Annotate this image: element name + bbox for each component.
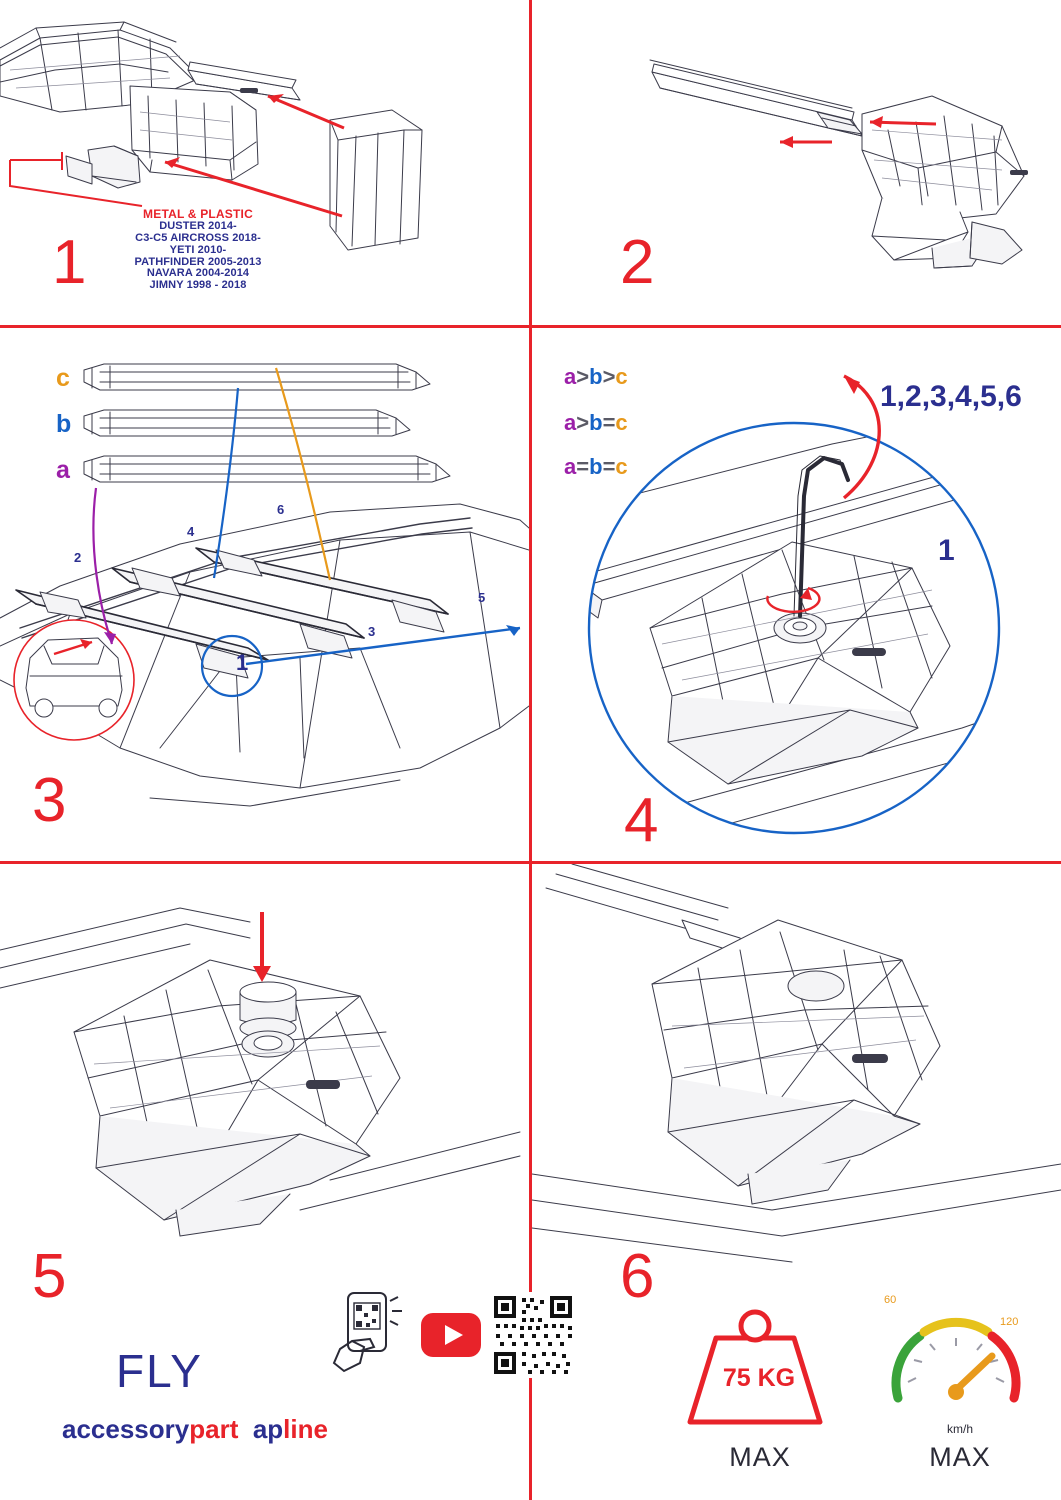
step-2-illustration bbox=[532, 0, 1061, 325]
step-number-4: 4 bbox=[624, 786, 659, 855]
callout-bubble-label-1: 1 bbox=[236, 650, 249, 675]
callout-3: 3 bbox=[368, 624, 376, 639]
panel-step-6 bbox=[532, 864, 1061, 1500]
step-number-1: 1 bbox=[52, 228, 87, 297]
brand-line: line bbox=[283, 1414, 328, 1444]
eq2-op2: = bbox=[602, 410, 616, 435]
scan-phone-icon bbox=[330, 1289, 410, 1379]
brand-accessory: accessory bbox=[62, 1414, 190, 1444]
weight-max-label: MAX bbox=[729, 1442, 791, 1472]
sequence-text: 1,2,3,4,5,6 bbox=[880, 380, 1022, 413]
eq2-a: a bbox=[564, 410, 577, 435]
eq1-op1: > bbox=[576, 364, 590, 389]
metal-plastic-heading: METAL & PLASTIC bbox=[143, 207, 253, 221]
callout-6: 6 bbox=[277, 502, 285, 517]
eq1-op2: > bbox=[602, 364, 616, 389]
brand-part: part bbox=[189, 1414, 239, 1444]
speed-tick-high: 120 bbox=[1000, 1316, 1019, 1328]
vehicle-item: JIMNY 1998 - 2018 bbox=[149, 279, 247, 292]
eq3-c: c bbox=[615, 454, 628, 479]
eq1-a: a bbox=[564, 364, 577, 389]
callout-5: 5 bbox=[478, 590, 486, 605]
step-number-6: 6 bbox=[620, 1242, 655, 1311]
vehicle-item: DUSTER 2014- bbox=[159, 219, 237, 232]
speed-max-label: MAX bbox=[929, 1442, 991, 1472]
step-6-illustration bbox=[532, 864, 1061, 1284]
vehicle-item: PATHFINDER 2005-2013 bbox=[134, 255, 262, 268]
eq2-op1: > bbox=[576, 410, 590, 435]
callout-2: 2 bbox=[74, 550, 82, 565]
speed-limit-icon bbox=[876, 1294, 1036, 1434]
speed-tick-low: 60 bbox=[884, 1294, 897, 1306]
youtube-icon[interactable] bbox=[420, 1312, 482, 1358]
bar-label-c: c bbox=[56, 364, 70, 392]
step-number-5: 5 bbox=[32, 1242, 67, 1311]
panel-step-4 bbox=[532, 328, 1061, 861]
step-number-2: 2 bbox=[620, 228, 655, 297]
eq3-b: b bbox=[589, 454, 603, 479]
panel-step-5 bbox=[0, 864, 529, 1500]
brand-ap: ap bbox=[252, 1414, 284, 1444]
fly-wordmark: FLY bbox=[116, 1345, 203, 1397]
panel-step-2 bbox=[532, 0, 1061, 325]
step-5-illustration bbox=[0, 864, 529, 1284]
sequence-label bbox=[880, 380, 1022, 414]
panel-step-3 bbox=[0, 328, 628, 861]
brand-wordmark bbox=[62, 1414, 328, 1445]
weight-value: 75 KG bbox=[722, 1364, 796, 1392]
step-3-illustration bbox=[0, 328, 529, 861]
eq3-op1: = bbox=[576, 454, 590, 479]
eq1-b: b bbox=[589, 364, 603, 389]
eq3-op2: = bbox=[602, 454, 616, 479]
eq2-b: b bbox=[589, 410, 603, 435]
panel-step-1 bbox=[0, 0, 529, 325]
turn-count-label: 1 bbox=[938, 534, 955, 567]
vehicle-item: YETI 2010- bbox=[169, 243, 227, 256]
callout-4: 4 bbox=[187, 524, 195, 539]
bar-label-b: b bbox=[56, 410, 72, 438]
bar-label-a: a bbox=[56, 456, 70, 484]
eq1-c: c bbox=[615, 364, 628, 389]
step-number-3: 3 bbox=[32, 766, 67, 835]
eq2-c: c bbox=[615, 410, 628, 435]
vehicle-item: C3-C5 AIRCROSS 2018- bbox=[135, 231, 261, 244]
speed-unit-label: km/h bbox=[946, 1422, 973, 1436]
eq3-a: a bbox=[564, 454, 577, 479]
metal-plastic-note bbox=[98, 208, 298, 292]
vehicle-item: NAVARA 2004-2014 bbox=[146, 267, 250, 280]
